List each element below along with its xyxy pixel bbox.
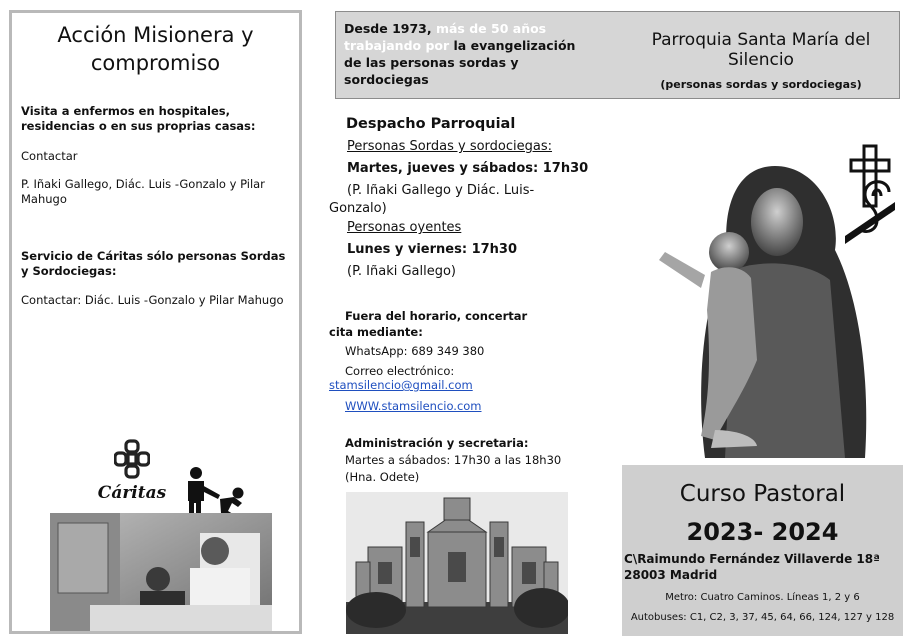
- slogan-years: más de 50 años trabajando por: [344, 21, 547, 53]
- hearing-staff: (P. Iñaki Gallego): [347, 264, 457, 279]
- missionary-title: Acción Misionera y compromiso: [57, 23, 254, 75]
- slogan-since: Desde 1973,: [344, 21, 432, 36]
- caritas-cross-icon: [114, 439, 150, 479]
- caritas-heading: Servicio de Cáritas sólo personas Sordas y Sordociegas:: [21, 249, 286, 278]
- email-link[interactable]: stamsilencio@gmail.com: [329, 378, 473, 392]
- deaf-schedule: Martes, jueves y sábados: 17h30: [347, 161, 589, 176]
- parish-name: Parroquia Santa María del Silencio: [651, 30, 871, 70]
- email-label: Correo electrónico:: [345, 364, 455, 378]
- pastoral-course-box: [622, 465, 903, 636]
- bus-info: Autobuses: C1, C2, 3, 37, 45, 64, 66, 124, 127 y 128: [630, 612, 895, 623]
- website-link[interactable]: WWW.stamsilencio.com: [345, 399, 482, 413]
- parish-subtitle: (personas sordas y sordociegas): [660, 78, 862, 91]
- virgin-mary-statue-photo: [645, 160, 875, 458]
- slogan-mission: la evangelización de las personas sordas y sordociegas: [344, 38, 576, 87]
- deaf-blind-cross-icon: [843, 144, 897, 244]
- address-city: 28003 Madrid: [624, 568, 718, 582]
- church-building-photo: [346, 492, 568, 634]
- course-title: Curso Pastoral: [679, 481, 846, 507]
- whatsapp: WhatsApp: 689 349 380: [345, 344, 485, 358]
- missionary-panel: [9, 10, 302, 634]
- parish-header: [335, 11, 900, 99]
- visit-contacts: P. Iñaki Gallego, Diác. Luis -Gonzalo y Pilar Mahugo: [21, 177, 265, 206]
- slogan: [344, 20, 594, 88]
- admin-staff: (Hna. Odete): [345, 470, 420, 484]
- admin-hours: Martes a sábados: 17h30 a las 18h30: [345, 453, 562, 467]
- parish-address: [624, 551, 902, 583]
- visit-heading: Visita a enfermos en hospitales, residencias o en sus proprias casas:: [21, 104, 256, 133]
- hospital-visit-photo: [50, 513, 272, 631]
- hearing-schedule: Lunes y viernes: 17h30: [347, 242, 518, 257]
- course-year: 2023- 2024: [686, 518, 839, 546]
- office-title: Despacho Parroquial: [346, 116, 516, 132]
- caritas-contact: Contactar: Diác. Luis -Gonzalo y Pilar Mahugo: [21, 293, 284, 307]
- address-street: C\Raimundo Fernández Villaverde 18ª: [624, 552, 880, 566]
- caritas-logo-text: Cáritas: [97, 483, 167, 503]
- hearing-label: Personas oyentes: [347, 220, 462, 235]
- contact-label: Contactar: [21, 149, 78, 163]
- caritas-logo: [84, 439, 180, 507]
- appointment-heading: Fuera del horario, concertar cita mediante:: [329, 309, 528, 339]
- metro-info: Metro: Cuatro Caminos. Líneas 1, 2 y 6: [665, 592, 860, 603]
- deaf-staff: (P. Iñaki Gallego y Diác. Luis-Gonzalo): [329, 183, 535, 216]
- deaf-label: Personas Sordas y sordociegas:: [347, 139, 553, 154]
- admin-heading: Administración y secretaria:: [345, 436, 529, 450]
